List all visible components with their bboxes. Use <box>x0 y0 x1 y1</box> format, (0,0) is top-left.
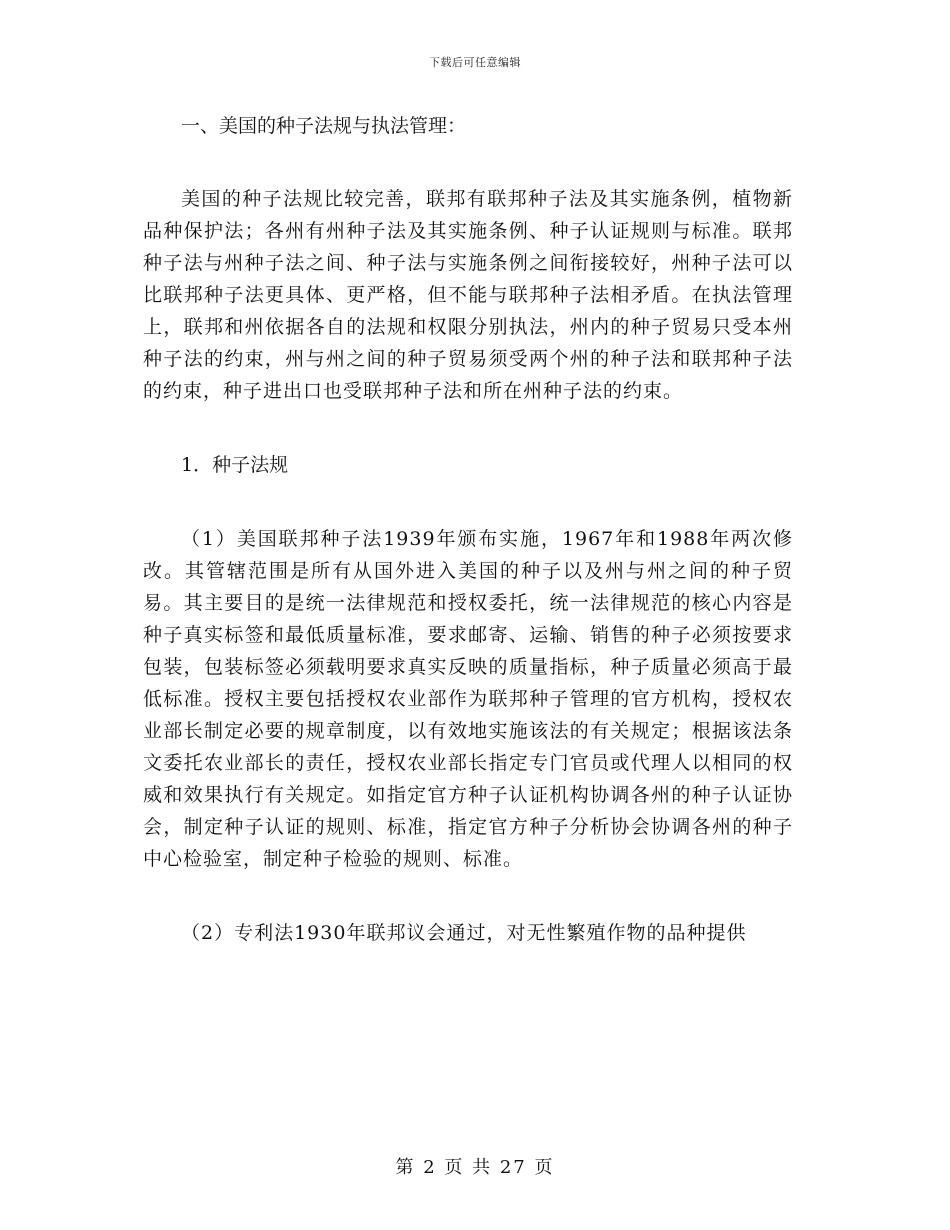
page-number: 第 2 页 共 27 页 <box>395 1157 555 1178</box>
intro-paragraph: 美国的种子法规比较完善，联邦有联邦种子法及其实施条例，植物新品种保护法；各州有州种子法及其实施条例、种子认证规则与标准。联邦种子法与州种子法之间、种子法与实施条例之间衔接较好，州种子法可以比联邦种子法更具体、更严格，但不能与联邦种子法相矛盾。在执法管理上，联邦和州依据各自的法规和权限分别执法，州内的种子贸易只受本州种子法的约束，州与州之间的种子贸易须受两个州的种子法和联邦种子法的约束，种子进出口也受联邦种子法和所在州种子法的约束。 <box>143 188 793 402</box>
page-header: 下载后可任意编辑 <box>429 56 521 69</box>
item-2-paragraph: （2）专利法1930年联邦议会通过，对无性繁殖作物的品种提供 <box>181 922 747 944</box>
item-1-paragraph: （1）美国联邦种子法1939年颁布实施，1967年和1988年两次修改。其管辖范围是所有从国外进入美国的种子以及州与州之间的种子贸易。其主要目的是统一法律规范和授权委托，统一法律规范的核心内容是种子真实标签和最低质量标准，要求邮寄、运输、销售的种子必须按要求包装，包装标签必须载明要求真实反映的质量指标，种子质量必须高于最低标准。授权主要包括授权农业部作为联邦种子管理的官方机构，授权农业部长制定必要的规章制度，以有效地实施该法的有关规定；根据该法条文委托农业部长的责任，授权农业部长指定专门官员或代理人以相同的权威和效果执行有关规定。如指定官方种子认证机构协调各州的种子认证协会，制定种子认证的规则、标准，指定官方种子分析协会协调各州的种子中心检验室，制定种子检验的规则、标准。 <box>143 528 793 870</box>
subsection-title: 1．种子法规 <box>181 454 289 476</box>
document-body <box>143 110 793 991</box>
section-title: 一、美国的种子法规与执法管理： <box>181 115 467 137</box>
